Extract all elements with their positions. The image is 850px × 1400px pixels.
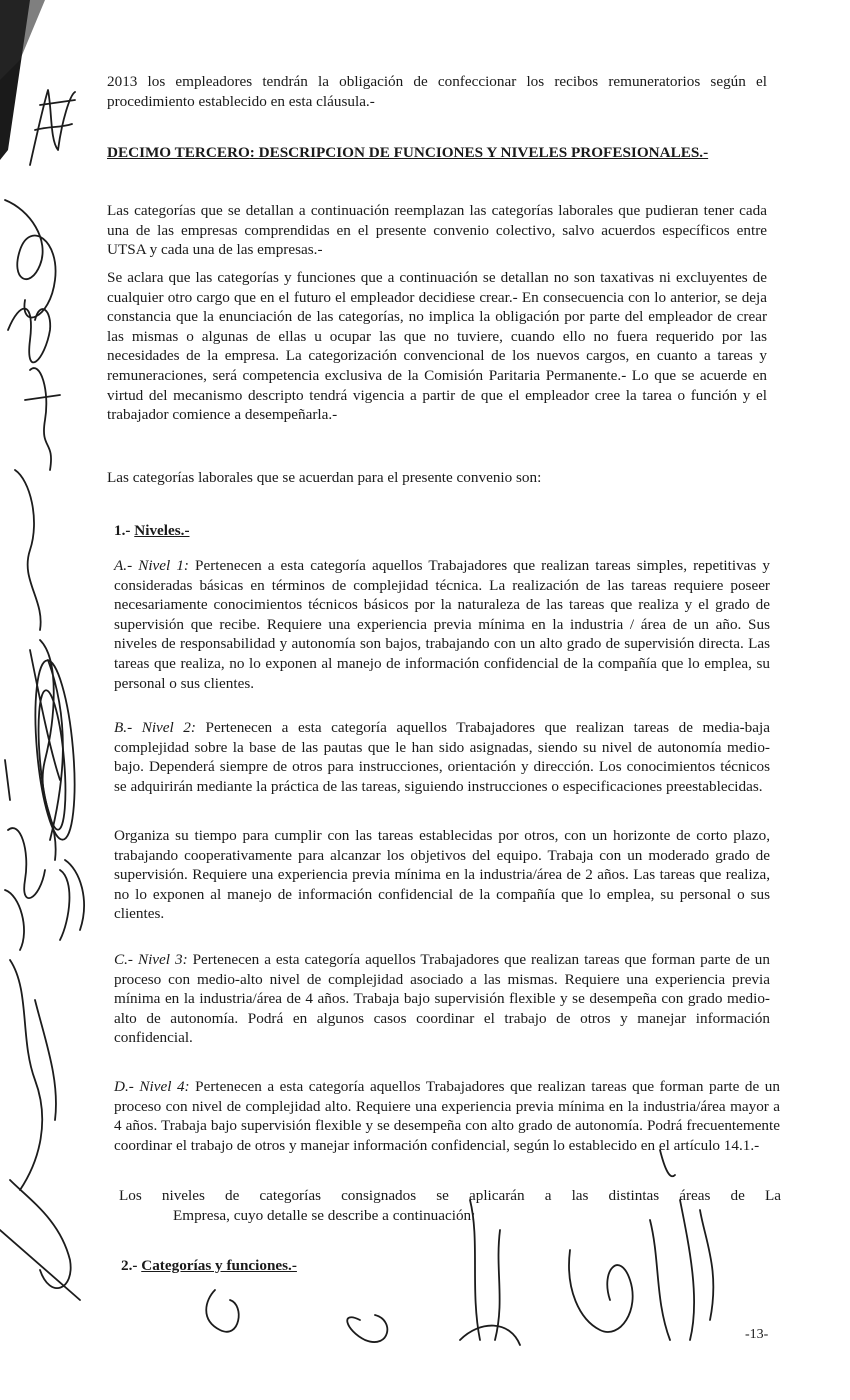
intro-paragraph: 2013 los empleadores tendrán la obligación de confeccionar los recibos remuneratorios según el procedimiento establecido en esta cláusula.- [107, 73, 767, 110]
categorias-heading [121, 1257, 297, 1275]
nivel-1-paragraph [114, 556, 770, 693]
nivel-2-continuation-text: Organiza su tiempo para cumplir con las tareas establecidas por otros, con un horizonte de corto plazo, trabajando cooperativamente para alcanzar los objetivos del equipo. Trabaja con un moderado grado de supervisión. Requiere una experiencia previa mínima en la industria/área de 2 años. Las tareas que realiza, no lo exponen al manejo de información confidencial de la compañía que lo emplea, su personal o sus clientes. [114, 827, 770, 923]
nivel-1-label: A.- Nivel 1: [114, 557, 189, 574]
nivel-2-continuation [114, 826, 770, 924]
nivel-2-label: B.- Nivel 2: [114, 719, 196, 736]
section-title-text: : DESCRIPCION DE FUNCIONES Y NIVELES PROFESIONALES.- [249, 144, 709, 161]
paragraph-aclaracion: Se aclara que las categorías y funciones que a continuación se detallan no son taxativas ni excluyentes de cualquier otro cargo que en el futuro el empleador decidiese crear.- En consecuencia con lo anterior, se deja constancia que la enunciación de las categorías, no implica la obligación por parte del empleador de crear las mismas o algunas de ellas u ocupar las que no tuviere, cuando ello no fuera requerido por las necesidades de la empresa. La categorización convencional de los nuevos cargos, en cuanto a tareas y remuneraciones, será competencia exclusiva de la Comisión Paritaria Permanente.- Lo que se acuerde en virtud del mecanismo descripto tendrá vigencia a partir de que el empleador cree la tarea o función y el trabajador comience a desempeñarla.- [107, 269, 767, 424]
nivel-2-paragraph [114, 718, 770, 796]
nivel-3-paragraph [114, 950, 770, 1048]
nivel-2-text: Pertenecen a esta categoría aquellos Trabajadores que realizan tareas de media-baja complejidad sobre la base de las pautas que le han sido asignadas, siendo su nivel de autonomía medio-bajo. Dependerá siempre de otros para instrucciones, orientación y dirección. Los conocimientos técnicos se adquirirán mediante la práctica de las tareas, siguiendo instrucciones o especificaciones preestablecidas. [114, 719, 770, 795]
nivel-3-label: C.- Nivel 3: [114, 951, 188, 968]
nivel-3-text: Pertenecen a esta categoría aquellos Trabajadores que realizan tareas que forman parte de un proceso con medio-alto nivel de complejidad asociado a las mismas. Requiere una experiencia previa mínima en la industria/área de 4 años. Trabaja bajo supervisión flexible y se desempeña con grado medio-alto de autonomía. Podrá en algunos casos coordinar el trabajo de otros y manejar información confidencial. [114, 951, 770, 1047]
nivel-4-text: Pertenecen a esta categoría aquellos Trabajadores que realizan tareas que forman parte de un proceso con nivel de complejidad alto. Requiere una experiencia previa mínima en la industria/área mayor a 4 años. Trabaja bajo supervisión flexible y se desempeña con alto grado de autonomía. Podrá frecuentemente coordinar el trabajo de otros y manejar información confidencial, según lo establecido en el artículo 14.1.- [114, 1078, 780, 1154]
closing-line-1: Los niveles de categorías consignados se aplicarán a las distintas áreas de La [119, 1187, 781, 1204]
paragraph-categorias: Las categorías que se detallan a continuación reemplazan las categorías laborales que pudieran tener cada una de las empresas comprendidas en el presente convenio colectivo, salvo acuerdos específicos entre UTSA y cada una de las empresas.- [107, 202, 767, 259]
closing-line-2: Empresa, cuyo detalle se describe a continuación: [173, 1207, 476, 1224]
nivel-4-paragraph [114, 1077, 780, 1155]
page-number: -13- [745, 1327, 769, 1342]
niveles-heading [114, 522, 190, 540]
niveles-number: 1.- [114, 522, 135, 539]
nivel-4-label: D.- Nivel 4: [114, 1078, 190, 1095]
categorias-number: 2.- [121, 1257, 142, 1274]
section-title [107, 144, 708, 162]
paragraph-acuerdan: Las categorías laborales que se acuerdan para el presente convenio son: [107, 469, 542, 486]
nivel-1-text: Pertenecen a esta categoría aquellos Trabajadores que realizan tareas simples, repetitivas y consideradas básicas en términos de complejidad técnica. La realización de las tareas requiere poseer necesariamente conocimientos técnicos básicos por la naturaleza de las tareas que realiza y el grado de supervisión que recibe. Requiere una experiencia previa mínima en la industria / área de un año. Sus niveles de responsabilidad y autonomía son bajos, trabajando con un alto grado de supervisión directa. Las tareas que realiza, no lo exponen al manejo de información confidencial de la compañía que lo emplea, su personal o sus clientes. [114, 557, 770, 692]
section-title-label: DECIMO TERCERO [107, 144, 250, 161]
niveles-title: Niveles.- [134, 522, 190, 539]
categorias-title: Categorías y funciones.- [141, 1257, 297, 1274]
